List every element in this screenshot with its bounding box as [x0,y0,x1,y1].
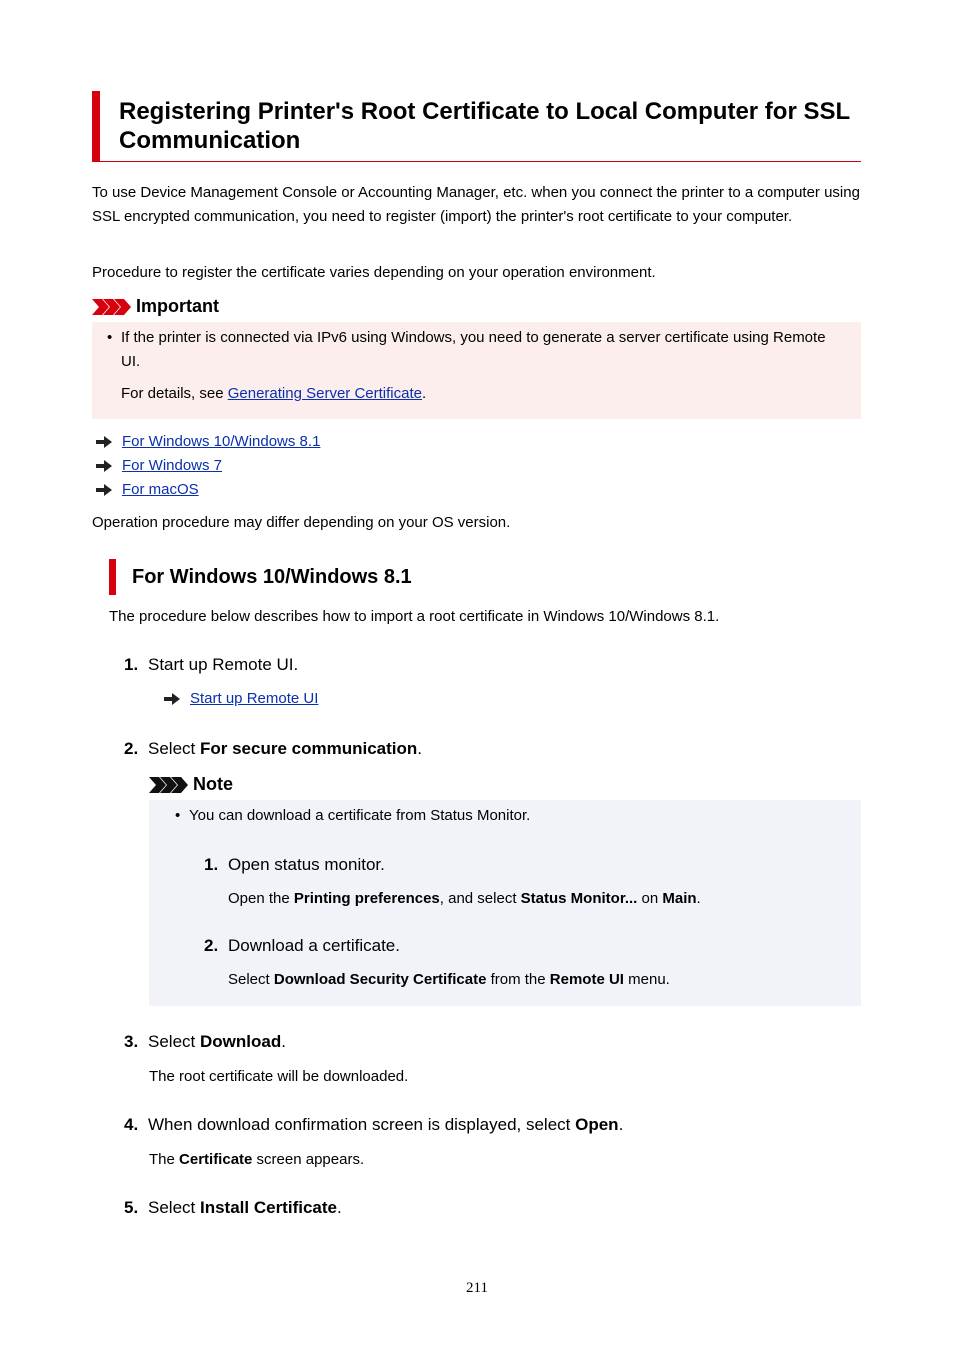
note-step-1 [204,853,385,877]
step-number: 2. [124,739,139,758]
note-box [149,800,861,1006]
note-text: You can download a certificate from Status Monitor. [189,807,531,824]
step-4 [124,1113,623,1137]
step-text: Select [148,1198,200,1217]
link-row[interactable] [96,431,320,453]
link-windows-7[interactable]: For Windows 7 [122,457,223,474]
arrow-right-icon [96,460,112,472]
step-bold: Download [199,1032,282,1051]
link-macos[interactable]: For macOS [122,481,199,498]
step-number: 2. [204,936,219,955]
note-label: Note [193,774,233,794]
step-2 [124,737,422,761]
detail-text: , and select [439,890,521,907]
detail-suffix: . [421,385,427,402]
important-heading [92,296,219,317]
step-text: Start up Remote UI. [148,655,299,674]
link-row[interactable] [96,455,222,477]
note-chevrons-icon [149,775,189,795]
intro-paragraph-2: Procedure to register the certificate varies depending on your operation environment. [92,264,656,281]
note-heading [149,774,233,795]
important-box [92,322,861,419]
detail-text: menu. [623,971,670,988]
detail-bold: Certificate [179,1151,253,1168]
page-number: 211 [466,1280,488,1296]
arrow-right-icon [96,436,112,448]
step-1 [124,653,298,677]
step-text: Open status monitor. [228,855,385,874]
detail-text: The [149,1151,180,1168]
page-title: Registering Printer's Root Certificate to Local Computer for SSL Communication [119,98,850,154]
step-4-detail [149,1150,364,1170]
step-suffix: . [417,739,422,758]
detail-text: Select [228,971,274,988]
step-bold: Install Certificate [199,1198,337,1217]
generating-server-certificate-link[interactable]: Generating Server Certificate [227,385,422,402]
step-text: When download confirmation screen is displayed, select [148,1115,576,1134]
step-suffix: . [281,1032,286,1051]
step-3 [124,1030,286,1054]
link-row[interactable] [96,479,199,501]
detail-bold: Status Monitor... [520,890,638,907]
step-suffix: . [336,1198,342,1217]
important-chevrons-icon [92,297,132,317]
detail-text: . [696,890,701,907]
step-bold: For secure communication [199,739,418,758]
important-label: Important [136,296,219,316]
os-note: Operation procedure may differ depending on your OS version. [92,514,511,531]
detail-prefix: For details, see [121,385,228,402]
step-number: 1. [204,855,219,874]
intro-paragraph: To use Device Management Console or Accounting Manager, etc. when you connect the printer to a computer using SSL encrypted communication, you need to register (import) the printer's root certificate to your computer. [92,184,860,225]
section-title: For Windows 10/Windows 8.1 [109,559,412,595]
detail-text: from the [486,971,550,988]
detail-bold: Main [662,890,697,907]
bullet-dot: • [175,807,181,824]
page-title-block [92,91,861,162]
arrow-right-icon [96,484,112,496]
detail-text: on [637,890,663,907]
step-number: 5. [124,1198,139,1217]
section-description: The procedure below describes how to import a root certificate in Windows 10/Windows 8.1. [109,608,720,625]
link-row[interactable] [164,688,318,710]
bullet-dot: • [107,329,113,346]
step-5 [124,1196,342,1220]
note-step-1-detail [228,889,701,909]
detail-bold: Remote UI [549,971,624,988]
step-number: 1. [124,655,139,674]
link-windows-10[interactable]: For Windows 10/Windows 8.1 [122,433,321,450]
arrow-right-icon [164,693,180,705]
step-3-detail: The root certificate will be downloaded. [149,1068,409,1085]
detail-text: screen appears. [252,1151,365,1168]
step-suffix: . [618,1115,624,1134]
step-text: Select [148,739,200,758]
detail-text: Open the [228,890,294,907]
step-text: Download a certificate. [228,936,400,955]
note-step-2-detail [228,970,670,990]
important-detail [121,382,426,406]
step-number: 4. [124,1115,139,1134]
step-number: 3. [124,1032,139,1051]
detail-bold: Download Security Certificate [273,971,487,988]
step-bold: Open [575,1115,619,1134]
detail-bold: Printing preferences [293,890,440,907]
important-text: If the printer is connected via IPv6 using Windows, you need to generate a server certificate using Remote UI. [121,329,826,370]
note-step-2 [204,934,400,958]
step-text: Select [148,1032,200,1051]
start-up-remote-ui-link[interactable]: Start up Remote UI [190,690,319,707]
